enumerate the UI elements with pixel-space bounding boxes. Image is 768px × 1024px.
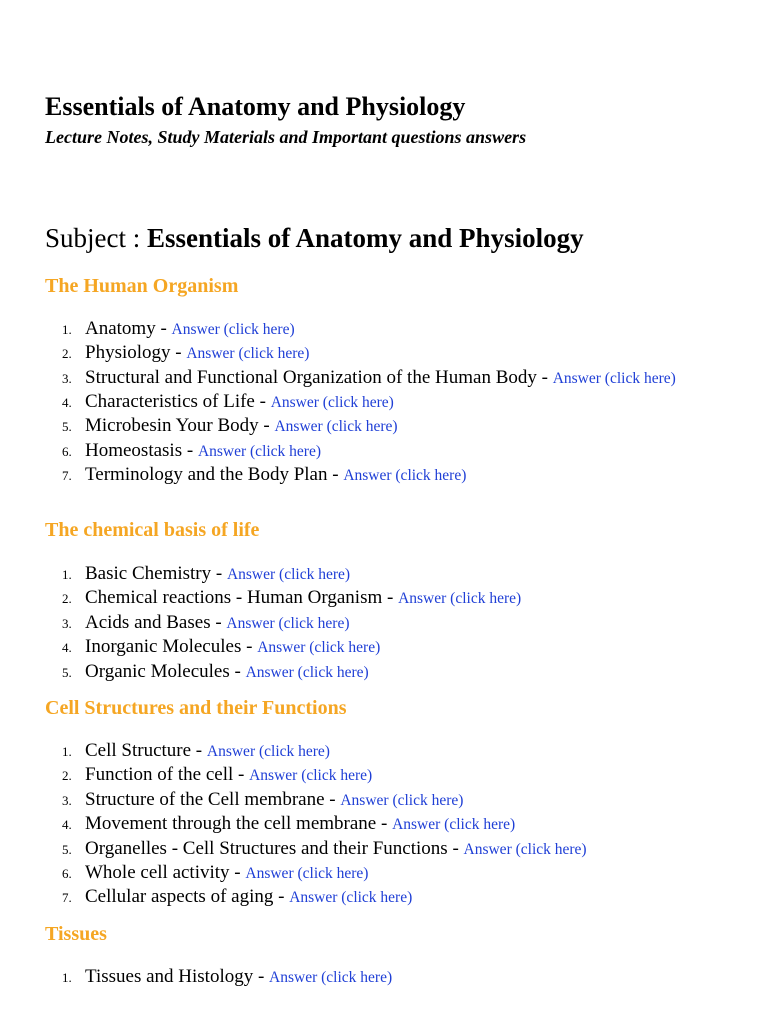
section-heading: The Human Organism bbox=[45, 275, 239, 297]
answer-link[interactable]: Answer (click here) bbox=[289, 889, 413, 907]
item-label: Cellular aspects of aging - bbox=[85, 886, 290, 908]
topic-list-chemical-basis bbox=[45, 562, 745, 684]
item-number: 5. bbox=[62, 419, 72, 435]
section-heading: The chemical basis of life bbox=[45, 519, 260, 541]
list-item bbox=[45, 562, 745, 586]
item-label: Cell Structure - bbox=[85, 740, 207, 761]
list-item bbox=[45, 788, 745, 812]
list-item bbox=[45, 586, 745, 610]
item-label: Movement through the cell membrane - bbox=[85, 813, 393, 835]
answer-link[interactable]: Answer (click here) bbox=[270, 393, 394, 411]
answer-link[interactable]: Answer (click here) bbox=[269, 969, 393, 986]
item-number: 3. bbox=[62, 615, 72, 631]
section-heading: Tissues bbox=[45, 923, 107, 945]
topic-list-tissues bbox=[45, 965, 745, 989]
section-heading: Cell Structures and their Functions bbox=[45, 697, 347, 719]
list-item bbox=[45, 965, 745, 989]
list-item bbox=[45, 390, 745, 414]
answer-link[interactable]: Answer (click here) bbox=[245, 663, 369, 681]
item-label: Microbesin Your Body - bbox=[85, 415, 275, 437]
answer-link[interactable]: Answer (click here) bbox=[392, 816, 516, 834]
list-item bbox=[45, 660, 745, 684]
answer-link[interactable]: Answer (click here) bbox=[257, 639, 381, 657]
item-label: Function of the cell - bbox=[85, 764, 250, 786]
list-item bbox=[45, 439, 745, 463]
item-number: 2. bbox=[62, 346, 72, 362]
answer-link[interactable]: Answer (click here) bbox=[343, 467, 467, 485]
document-title: Essentials of Anatomy and Physiology bbox=[45, 92, 466, 121]
item-label: Chemical reactions - Human Organism - bbox=[85, 587, 399, 609]
item-number: 5. bbox=[62, 664, 72, 680]
section-tissues bbox=[45, 922, 745, 946]
section-cell-structures bbox=[45, 696, 745, 720]
list-item bbox=[45, 812, 745, 836]
answer-link[interactable]: Answer (click here) bbox=[249, 767, 373, 785]
answer-link[interactable]: Answer (click here) bbox=[186, 345, 310, 363]
subject-prefix: Subject : bbox=[45, 223, 147, 253]
answer-link[interactable]: Answer (click here) bbox=[245, 865, 369, 883]
list-item bbox=[45, 414, 745, 438]
item-label: Inorganic Molecules - bbox=[85, 636, 258, 658]
item-number: 1. bbox=[62, 744, 72, 759]
item-label: Physiology - bbox=[85, 342, 187, 364]
list-item bbox=[45, 635, 745, 659]
item-number: 6. bbox=[62, 443, 72, 459]
item-label: Basic Chemistry - bbox=[85, 563, 227, 584]
item-number: 6. bbox=[62, 866, 72, 882]
answer-link[interactable]: Answer (click here) bbox=[226, 566, 351, 583]
list-item bbox=[45, 885, 745, 909]
item-label: Homeostasis - bbox=[85, 439, 198, 461]
section-human-organism bbox=[45, 274, 745, 298]
item-number: 5. bbox=[62, 841, 72, 857]
topic-list-cell-structures bbox=[45, 739, 745, 910]
item-number: 1. bbox=[62, 970, 72, 985]
answer-link[interactable]: Answer (click here) bbox=[197, 442, 322, 460]
answer-link[interactable]: Answer (click here) bbox=[398, 590, 522, 608]
subject-name: Essentials of Anatomy and Physiology bbox=[147, 223, 584, 253]
item-number: 4. bbox=[62, 394, 72, 410]
item-number: 7. bbox=[62, 890, 72, 906]
answer-link[interactable]: Answer (click here) bbox=[206, 743, 330, 760]
list-item bbox=[45, 739, 745, 763]
answer-link[interactable]: Answer (click here) bbox=[226, 614, 350, 632]
list-item bbox=[45, 463, 745, 487]
list-item bbox=[45, 837, 745, 861]
item-label: Whole cell activity - bbox=[85, 862, 246, 884]
answer-link[interactable]: Answer (click here) bbox=[171, 321, 295, 338]
item-label: Organelles - Cell Structures and their Functions - bbox=[85, 837, 464, 859]
item-number: 2. bbox=[62, 591, 72, 607]
item-number: 7. bbox=[62, 468, 72, 484]
answer-link[interactable]: Answer (click here) bbox=[274, 418, 398, 436]
item-number: 1. bbox=[62, 322, 72, 337]
item-number: 3. bbox=[62, 792, 72, 808]
item-label: Characteristics of Life - bbox=[85, 390, 271, 412]
item-number: 1. bbox=[62, 567, 72, 582]
answer-link[interactable]: Answer (click here) bbox=[552, 369, 676, 387]
item-label: Terminology and the Body Plan - bbox=[85, 464, 344, 486]
list-item bbox=[45, 317, 745, 341]
item-number: 3. bbox=[62, 370, 72, 386]
list-item bbox=[45, 861, 745, 885]
list-item bbox=[45, 366, 745, 390]
item-label: Tissues and Histology - bbox=[85, 966, 270, 987]
subject-line bbox=[45, 222, 584, 254]
item-label: Organic Molecules - bbox=[85, 660, 246, 682]
item-label: Anatomy - bbox=[85, 318, 172, 339]
answer-link[interactable]: Answer (click here) bbox=[463, 840, 587, 858]
item-label: Structure of the Cell membrane - bbox=[85, 788, 341, 810]
answer-link[interactable]: Answer (click here) bbox=[340, 791, 464, 809]
section-chemical-basis bbox=[45, 518, 745, 542]
document-subtitle: Lecture Notes, Study Materials and Important questions answers bbox=[45, 127, 527, 147]
topic-list-human-organism bbox=[45, 317, 745, 487]
list-item bbox=[45, 763, 745, 787]
item-number: 2. bbox=[62, 768, 72, 784]
item-label: Structural and Functional Organization of the Human Body - bbox=[85, 366, 553, 388]
list-item bbox=[45, 611, 745, 635]
item-number: 4. bbox=[62, 817, 72, 833]
list-item bbox=[45, 341, 745, 365]
item-number: 4. bbox=[62, 640, 72, 656]
item-label: Acids and Bases - bbox=[85, 611, 227, 633]
